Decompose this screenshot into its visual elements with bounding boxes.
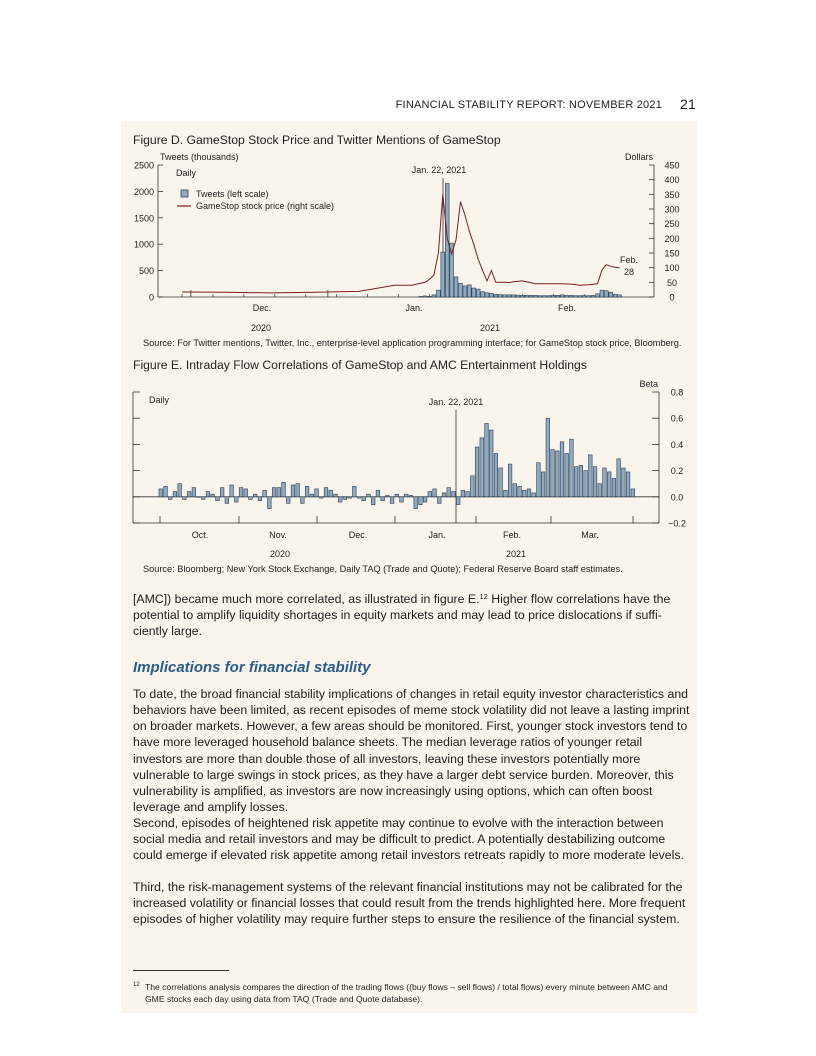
correlation-bar <box>631 489 635 497</box>
x-month-label: Jan. <box>428 530 446 540</box>
correlation-bar <box>282 482 286 496</box>
paragraph-third-area: Third, the risk-management systems of the relevant financial institutions may not be calibrated for the increased volatility or financial losses that could result from the trends highlighted here. More frequent episodes of higher volatility may require further steps to ensure the resilience of the financial system. <box>133 880 686 927</box>
x-month-label: Nov. <box>269 530 287 540</box>
correlation-bar <box>192 488 196 497</box>
correlation-bar <box>329 490 333 497</box>
right-tick-label: 150 <box>664 248 680 259</box>
correlation-bar <box>456 497 460 505</box>
correlation-bar <box>235 497 239 502</box>
correlation-bar <box>584 471 588 497</box>
correlation-bar <box>428 492 432 497</box>
correlation-bar <box>409 495 413 496</box>
correlation-bar <box>518 486 522 496</box>
x-month-label: Dec. <box>348 530 368 540</box>
correlation-bar <box>437 497 441 504</box>
correlation-bar <box>593 467 597 497</box>
footnote-number: 12 <box>133 982 140 988</box>
correlation-bar <box>494 454 498 497</box>
x-year-label: 2020 <box>269 549 291 559</box>
correlation-bar <box>305 486 309 496</box>
x-year-label: 2021 <box>505 549 527 559</box>
paragraph-figure-e-discussion <box>133 591 693 639</box>
correlation-bar <box>201 497 205 500</box>
correlation-bar <box>607 472 611 497</box>
right-tick-label: 0.4 <box>670 439 684 450</box>
right-tick-label: 50 <box>666 277 678 288</box>
left-tick-label: 1000 <box>133 239 154 250</box>
correlation-bar <box>513 484 517 497</box>
annotation-jan-22: Jan. 22, 2021 <box>411 165 467 175</box>
correlation-bar <box>565 454 569 497</box>
correlation-bar <box>447 488 451 497</box>
correlation-bar <box>371 497 375 505</box>
correlation-bar <box>376 490 380 497</box>
correlation-bar <box>286 497 290 504</box>
correlation-bar <box>442 493 446 497</box>
figure-e-title: Figure E. Intraday Flow Correlations of GameStop and AMC Entertainment Holdings <box>133 358 587 372</box>
correlation-bar <box>263 490 267 497</box>
legend-label-price: GameStop stock price (right scale) <box>196 201 335 211</box>
paragraph-text: [AMC]) became much more correlated, as illustrated in figure E. <box>133 592 480 606</box>
correlation-bar <box>367 494 371 497</box>
correlation-bar <box>381 497 385 501</box>
right-tick-label: 400 <box>664 175 680 186</box>
correlation-bar <box>253 494 257 497</box>
correlation-bar <box>419 497 423 505</box>
correlation-bar <box>211 494 215 497</box>
right-tick-label: 100 <box>664 263 680 274</box>
correlation-bar <box>598 484 602 497</box>
correlation-bar <box>310 494 314 497</box>
correlation-bar <box>338 497 342 502</box>
correlation-bar <box>555 451 559 497</box>
correlation-bar <box>622 468 626 497</box>
correlation-bar <box>489 430 493 497</box>
x-month-label: Oct. <box>191 530 209 540</box>
correlation-bar <box>348 497 352 498</box>
correlation-bar <box>353 486 357 496</box>
correlation-bar <box>187 492 191 497</box>
legend-label-tweets: Tweets (left scale) <box>196 189 269 199</box>
right-tick-label: 200 <box>664 233 680 244</box>
figure-e-source: Source: Bloomberg; New York Stock Exchange, Daily TAQ (Trade and Quote); Federal Reserve Board staff estimates. <box>143 564 623 574</box>
correlation-bar <box>466 492 470 497</box>
correlation-bar <box>244 489 248 497</box>
correlation-bar <box>570 439 574 497</box>
right-tick-label: −0.2 <box>668 518 686 529</box>
correlation-bar <box>527 489 531 497</box>
figure-d-title: Figure D. GameStop Stock Price and Twitter Mentions of GameStop <box>133 133 501 147</box>
correlation-bar <box>499 468 503 497</box>
right-tick-label: 250 <box>664 219 680 230</box>
correlation-bar <box>216 497 220 501</box>
correlation-bar <box>480 438 484 497</box>
correlation-bar <box>268 497 272 509</box>
correlation-bar <box>522 490 526 497</box>
correlation-bar <box>414 497 418 509</box>
correlation-bar <box>178 484 182 497</box>
left-tick-label: 2500 <box>133 160 154 171</box>
correlation-bar <box>277 488 281 497</box>
correlation-bar <box>225 497 229 504</box>
correlation-bar <box>164 486 168 496</box>
right-axis-title: Dollars <box>624 152 653 162</box>
correlation-bar <box>296 484 300 497</box>
x-month-label: Dec. <box>252 303 272 313</box>
right-tick-label: 0.0 <box>670 492 684 503</box>
correlation-bar <box>551 450 555 497</box>
correlation-bar <box>423 497 427 502</box>
correlation-bar <box>206 492 210 497</box>
correlation-bar <box>324 488 328 497</box>
right-axis-title: Beta <box>639 379 658 389</box>
correlation-bar <box>400 497 404 502</box>
x-year-label: 2021 <box>479 323 501 333</box>
left-tick-label: 500 <box>138 266 154 277</box>
footnote-reference[interactable]: 12 <box>479 592 488 601</box>
correlation-bar <box>589 455 593 497</box>
right-tick-label: 350 <box>664 189 680 200</box>
correlation-bar <box>159 489 163 497</box>
correlation-bar <box>239 488 243 497</box>
left-tick-label: 1500 <box>133 213 154 224</box>
right-tick-label: 300 <box>664 204 680 215</box>
frequency-label: Daily <box>176 168 197 178</box>
correlation-bar <box>433 489 437 497</box>
footnote-divider <box>133 970 229 971</box>
correlation-bar <box>541 472 545 497</box>
correlation-bar <box>612 478 616 496</box>
left-tick-label: 2000 <box>133 186 154 197</box>
correlation-bar <box>617 459 621 497</box>
correlation-bar <box>315 489 319 497</box>
right-tick-label: 450 <box>664 160 680 171</box>
report-title: FINANCIAL STABILITY REPORT: NOVEMBER 2021 <box>395 99 663 111</box>
correlation-bar <box>452 492 456 497</box>
right-tick-label: 0.8 <box>670 387 684 398</box>
correlation-bar <box>197 497 201 498</box>
correlation-bar <box>258 497 262 501</box>
right-tick-label: 0.2 <box>670 466 684 477</box>
correlation-bar <box>603 468 607 497</box>
page-number: 21 <box>680 96 696 112</box>
correlation-bar <box>475 447 479 497</box>
correlation-bar <box>183 497 187 500</box>
x-month-label: Feb. <box>502 530 522 540</box>
footnote <box>133 981 689 1005</box>
left-tick-label: 0 <box>148 292 154 303</box>
x-month-label: Jan. <box>405 303 423 313</box>
correlation-bar <box>504 490 508 497</box>
correlation-bar <box>560 442 564 497</box>
correlation-bar <box>220 488 224 497</box>
left-axis-title: Tweets (thousands) <box>160 152 239 162</box>
annotation-jan-22: Jan. 22, 2021 <box>428 397 484 407</box>
correlation-bar <box>386 495 390 496</box>
correlation-bar <box>291 485 295 497</box>
correlation-bar <box>537 463 541 497</box>
correlation-bar <box>390 497 394 504</box>
correlation-bar <box>461 490 465 497</box>
x-month-label: Mar. <box>581 530 599 540</box>
correlation-bar <box>508 464 512 497</box>
correlation-bar <box>579 465 583 496</box>
paragraph-second-area: Second, episodes of heightened risk appetite may continue to evolve with the interaction between social media and retail investors and may be difficult to predict. A potentially destabilizing outcome could emerge if elevated risk appetite among retail investors retreats rapidly to more moderate levels. <box>133 816 684 863</box>
correlation-bar <box>362 497 366 501</box>
annotation-feb-28: 28 <box>623 267 635 277</box>
correlation-bar <box>626 472 630 497</box>
correlation-bar <box>357 497 361 498</box>
correlation-bar <box>249 497 253 500</box>
paragraph-text: Higher flow correlations have the potential to amplify liquidity shortages in equity markets and may lead to price dislocations if suffi-ciently large. <box>133 592 671 639</box>
correlation-bar <box>301 497 305 504</box>
correlation-bar <box>574 467 578 497</box>
annotation-feb-28: Feb. <box>619 255 639 265</box>
x-month-label: Feb. <box>557 303 577 313</box>
correlation-bar <box>173 492 177 497</box>
correlation-bar <box>343 497 347 500</box>
x-year-label: 2020 <box>250 323 272 333</box>
correlation-bar <box>485 423 489 496</box>
frequency-label: Daily <box>149 395 170 405</box>
right-tick-label: 0.6 <box>670 413 684 424</box>
paragraph-first-area: To date, the broad financial stability implications of changes in retail equity investor characteristics and behaviors have been limited, as recent episodes of meme stock volatility did not leave a lasting imprint on broader markets. However, a few areas should be monitored. First, younger stock investors tend to have more leveraged household balance sheets. The median leverage ratios of younger retail investors are more than double those of all investors, leaving these investors potentially more vulnerable to large swings in stock prices, as they have a larger debt service burden. Moreover, this vulnerability is amplified, as investors are now increasingly using options, which can often boost leverage and amplify losses. <box>133 687 690 815</box>
correlation-bar <box>334 494 338 497</box>
correlation-bar <box>395 494 399 497</box>
correlation-bar <box>404 494 408 497</box>
correlation-bar <box>168 497 172 500</box>
correlation-bar <box>532 493 536 497</box>
footnote-text: The correlations analysis compares the direction of the trading flows ((buy flows – sell flows) / total flows) every minute between AMC and GME stocks each day using data from TAQ (Trade and Quote database). <box>145 982 668 1004</box>
correlation-bar <box>272 488 276 497</box>
figure-d-source: Source: For Twitter mentions, Twitter, Inc., enterprise-level application programming interface; for GameStop stock price, Bloomberg. <box>143 338 682 348</box>
correlation-bar <box>230 485 234 497</box>
correlation-bar <box>319 497 323 498</box>
correlation-bar <box>546 418 550 497</box>
right-tick-label: 0 <box>669 292 675 303</box>
correlation-bar <box>471 476 475 497</box>
section-heading: Implications for financial stability <box>133 659 371 676</box>
